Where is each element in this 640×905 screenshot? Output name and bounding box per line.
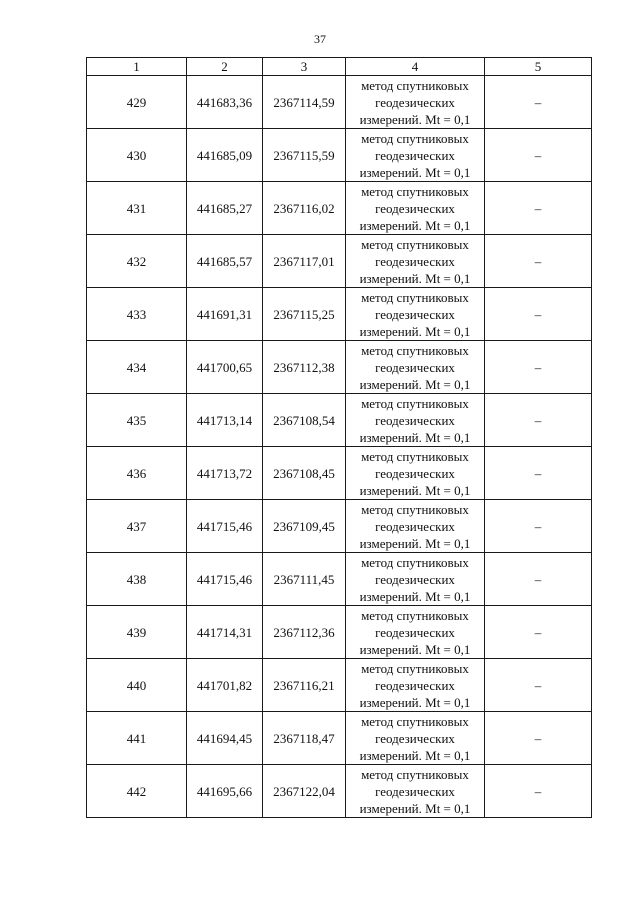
note-cell: – xyxy=(485,712,592,765)
method-line: метод спутниковых xyxy=(361,607,469,623)
table-row xyxy=(87,765,592,818)
x-coordinate-cell: 441715,46 xyxy=(187,553,263,606)
table-row xyxy=(87,659,592,712)
y-coordinate-cell: 2367108,54 xyxy=(263,394,346,447)
method-line: геодезических xyxy=(375,518,455,534)
note-cell: – xyxy=(485,500,592,553)
method-cell xyxy=(346,182,485,235)
header-cell-4: 4 xyxy=(346,58,485,76)
method-line: геодезических xyxy=(375,412,455,428)
method-cell xyxy=(346,712,485,765)
method-line: метод спутниковых xyxy=(361,554,469,570)
point-number-cell: 433 xyxy=(87,288,187,341)
method-line: геодезических xyxy=(375,783,455,799)
method-line: метод спутниковых xyxy=(361,448,469,464)
point-number-cell: 431 xyxy=(87,182,187,235)
x-coordinate-cell: 441713,72 xyxy=(187,447,263,500)
method-line: метод спутниковых xyxy=(361,342,469,358)
point-number-cell: 430 xyxy=(87,129,187,182)
header-cell-5: 5 xyxy=(485,58,592,76)
method-line: метод спутниковых xyxy=(361,130,469,146)
method-cell xyxy=(346,606,485,659)
point-number-cell: 440 xyxy=(87,659,187,712)
y-coordinate-cell: 2367117,01 xyxy=(263,235,346,288)
y-coordinate-cell: 2367115,25 xyxy=(263,288,346,341)
y-coordinate-cell: 2367116,21 xyxy=(263,659,346,712)
method-cell xyxy=(346,129,485,182)
y-coordinate-cell: 2367108,45 xyxy=(263,447,346,500)
method-line: геодезических xyxy=(375,306,455,322)
point-number-cell: 441 xyxy=(87,712,187,765)
method-line: геодезических xyxy=(375,200,455,216)
table-row xyxy=(87,553,592,606)
point-number-cell: 439 xyxy=(87,606,187,659)
x-coordinate-cell: 441700,65 xyxy=(187,341,263,394)
method-line: метод спутниковых xyxy=(361,77,469,93)
x-coordinate-cell: 441694,45 xyxy=(187,712,263,765)
method-line: измерений. Mt = 0,1 xyxy=(359,376,471,392)
table-row xyxy=(87,182,592,235)
method-line: геодезических xyxy=(375,677,455,693)
note-cell: – xyxy=(485,235,592,288)
table-row xyxy=(87,341,592,394)
method-line: измерений. Mt = 0,1 xyxy=(359,270,471,286)
point-number-cell: 437 xyxy=(87,500,187,553)
method-line: геодезических xyxy=(375,465,455,481)
y-coordinate-cell: 2367109,45 xyxy=(263,500,346,553)
page-number: 37 xyxy=(314,32,326,46)
table-row xyxy=(87,500,592,553)
method-line: геодезических xyxy=(375,624,455,640)
note-cell: – xyxy=(485,553,592,606)
y-coordinate-cell: 2367116,02 xyxy=(263,182,346,235)
x-coordinate-cell: 441685,27 xyxy=(187,182,263,235)
y-coordinate-cell: 2367114,59 xyxy=(263,76,346,129)
note-cell: – xyxy=(485,341,592,394)
note-cell: – xyxy=(485,182,592,235)
x-coordinate-cell: 441695,66 xyxy=(187,765,263,818)
method-line: метод спутниковых xyxy=(361,395,469,411)
point-number-cell: 435 xyxy=(87,394,187,447)
x-coordinate-cell: 441701,82 xyxy=(187,659,263,712)
y-coordinate-cell: 2367112,36 xyxy=(263,606,346,659)
point-number-cell: 434 xyxy=(87,341,187,394)
method-line: метод спутниковых xyxy=(361,766,469,782)
method-line: измерений. Mt = 0,1 xyxy=(359,217,471,233)
table-row xyxy=(87,76,592,129)
point-number-cell: 436 xyxy=(87,447,187,500)
x-coordinate-cell: 441691,31 xyxy=(187,288,263,341)
x-coordinate-cell: 441685,09 xyxy=(187,129,263,182)
method-line: метод спутниковых xyxy=(361,660,469,676)
method-cell xyxy=(346,341,485,394)
method-cell xyxy=(346,447,485,500)
table-row xyxy=(87,235,592,288)
method-line: измерений. Mt = 0,1 xyxy=(359,429,471,445)
method-line: метод спутниковых xyxy=(361,289,469,305)
method-line: геодезических xyxy=(375,359,455,375)
method-line: измерений. Mt = 0,1 xyxy=(359,323,471,339)
header-cell-2: 2 xyxy=(187,58,263,76)
note-cell: – xyxy=(485,394,592,447)
point-number-cell: 432 xyxy=(87,235,187,288)
x-coordinate-cell: 441714,31 xyxy=(187,606,263,659)
method-line: измерений. Mt = 0,1 xyxy=(359,111,471,127)
note-cell: – xyxy=(485,76,592,129)
method-line: измерений. Mt = 0,1 xyxy=(359,164,471,180)
note-cell: – xyxy=(485,288,592,341)
method-line: метод спутниковых xyxy=(361,183,469,199)
method-line: измерений. Mt = 0,1 xyxy=(359,747,471,763)
note-cell: – xyxy=(485,765,592,818)
table-row xyxy=(87,394,592,447)
point-number-cell: 429 xyxy=(87,76,187,129)
method-cell xyxy=(346,500,485,553)
table-body xyxy=(87,76,592,818)
method-cell xyxy=(346,553,485,606)
y-coordinate-cell: 2367111,45 xyxy=(263,553,346,606)
method-cell xyxy=(346,235,485,288)
method-line: геодезических xyxy=(375,253,455,269)
note-cell: – xyxy=(485,659,592,712)
table-row xyxy=(87,712,592,765)
method-cell xyxy=(346,765,485,818)
method-line: измерений. Mt = 0,1 xyxy=(359,535,471,551)
method-line: измерений. Mt = 0,1 xyxy=(359,482,471,498)
point-number-cell: 442 xyxy=(87,765,187,818)
method-cell xyxy=(346,394,485,447)
method-line: измерений. Mt = 0,1 xyxy=(359,641,471,657)
method-line: геодезических xyxy=(375,94,455,110)
method-line: геодезических xyxy=(375,730,455,746)
coordinates-table xyxy=(86,57,592,818)
header-row xyxy=(87,58,592,76)
method-line: измерений. Mt = 0,1 xyxy=(359,694,471,710)
method-line: геодезических xyxy=(375,147,455,163)
header-cell-3: 3 xyxy=(263,58,346,76)
x-coordinate-cell: 441683,36 xyxy=(187,76,263,129)
y-coordinate-cell: 2367115,59 xyxy=(263,129,346,182)
y-coordinate-cell: 2367122,04 xyxy=(263,765,346,818)
method-line: метод спутниковых xyxy=(361,501,469,517)
y-coordinate-cell: 2367118,47 xyxy=(263,712,346,765)
method-cell xyxy=(346,288,485,341)
note-cell: – xyxy=(485,129,592,182)
x-coordinate-cell: 441715,46 xyxy=(187,500,263,553)
table-row xyxy=(87,129,592,182)
method-cell xyxy=(346,76,485,129)
x-coordinate-cell: 441713,14 xyxy=(187,394,263,447)
table-row xyxy=(87,606,592,659)
method-line: геодезических xyxy=(375,571,455,587)
method-line: метод спутниковых xyxy=(361,713,469,729)
method-cell xyxy=(346,659,485,712)
method-line: измерений. Mt = 0,1 xyxy=(359,588,471,604)
note-cell: – xyxy=(485,606,592,659)
table-row xyxy=(87,447,592,500)
note-cell: – xyxy=(485,447,592,500)
y-coordinate-cell: 2367112,38 xyxy=(263,341,346,394)
method-line: метод спутниковых xyxy=(361,236,469,252)
method-line: измерений. Mt = 0,1 xyxy=(359,800,471,816)
header-cell-1: 1 xyxy=(87,58,187,76)
x-coordinate-cell: 441685,57 xyxy=(187,235,263,288)
table-row xyxy=(87,288,592,341)
point-number-cell: 438 xyxy=(87,553,187,606)
